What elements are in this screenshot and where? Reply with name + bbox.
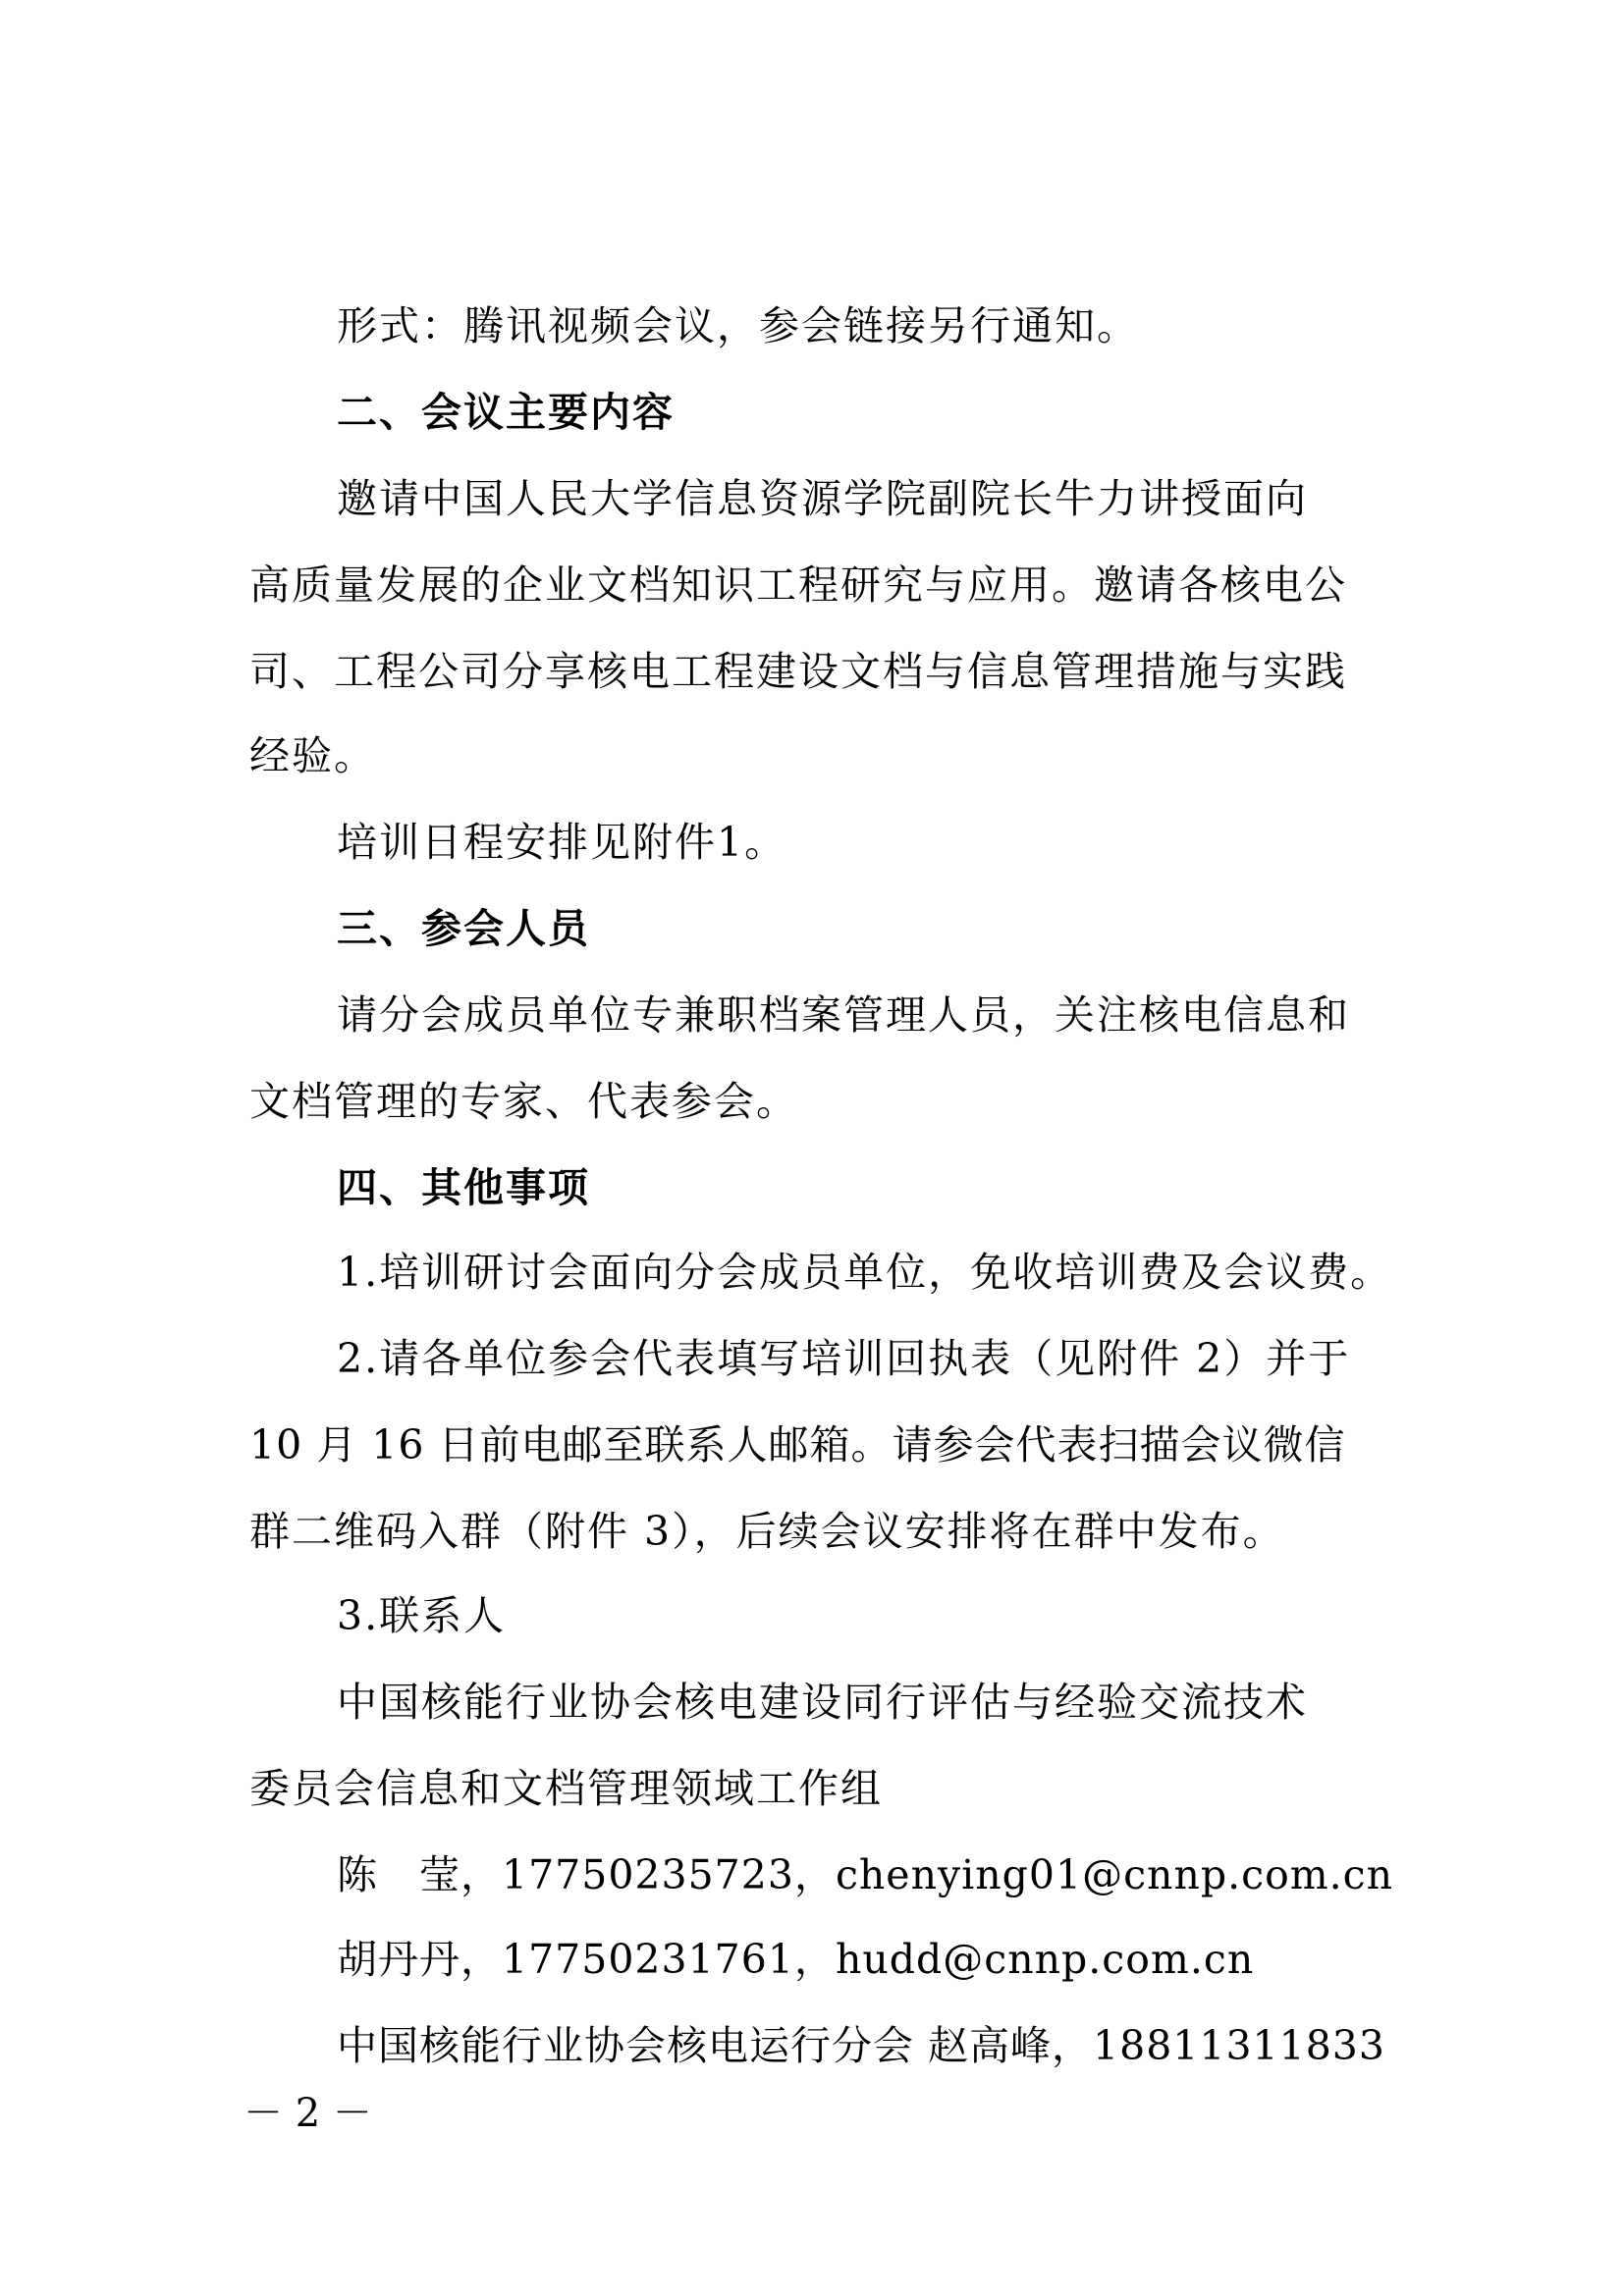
contact-organization-line: 中国核能行业协会核电建设同行评估与经验交流技术 bbox=[337, 1679, 1308, 1726]
contact-organization-line: 委员会信息和文档管理领域工作组 bbox=[249, 1765, 883, 1812]
other-matters-item-1: 1.培训研讨会面向分会成员单位，免收培训费及会议费。 bbox=[337, 1249, 1393, 1296]
page-number: － 2 － bbox=[244, 2091, 372, 2136]
meeting-format-line: 形式：腾讯视频会议，参会链接另行通知。 bbox=[337, 302, 1139, 349]
contact-person: 陈 莹，17750235723，chenying01@cnnp.com.cn bbox=[337, 1851, 1394, 1898]
main-content-paragraph-line: 高质量发展的企业文档知识工程研究与应用。邀请各核电公 bbox=[249, 561, 1347, 609]
main-content-paragraph-line: 司、工程公司分享核电工程建设文档与信息管理措施与实践 bbox=[249, 648, 1347, 695]
schedule-note: 培训日程安排见附件1。 bbox=[337, 819, 787, 866]
other-matters-item-2-line: 10 月 16 日前电邮至联系人邮箱。请参会代表扫描会议微信 bbox=[249, 1421, 1346, 1468]
participants-paragraph-line: 请分会成员单位专兼职档案管理人员，关注核电信息和 bbox=[337, 991, 1350, 1039]
main-content-paragraph-line: 邀请中国人民大学信息资源学院副院长牛力讲授面向 bbox=[337, 475, 1308, 522]
participants-paragraph-line: 文档管理的专家、代表参会。 bbox=[249, 1078, 798, 1125]
main-content-paragraph-line: 经验。 bbox=[249, 732, 376, 779]
other-matters-item-3: 3.联系人 bbox=[337, 1592, 507, 1639]
other-matters-item-2-line: 2.请各单位参会代表填写培训回执表（见附件 2）并于 bbox=[337, 1335, 1351, 1382]
other-matters-item-2-line: 群二维码入群（附件 3），后续会议安排将在群中发布。 bbox=[249, 1508, 1285, 1555]
contact-person: 胡丹丹，17750231761，hudd@cnnp.com.cn bbox=[337, 1936, 1255, 1983]
section-heading-participants: 三、参会人员 bbox=[337, 905, 590, 952]
section-heading-other-matters: 四、其他事项 bbox=[337, 1164, 590, 1211]
section-heading-main-content: 二、会议主要内容 bbox=[337, 389, 675, 436]
contact-person: 中国核能行业协会核电运行分会 赵高峰，18811311833 bbox=[337, 2022, 1385, 2069]
